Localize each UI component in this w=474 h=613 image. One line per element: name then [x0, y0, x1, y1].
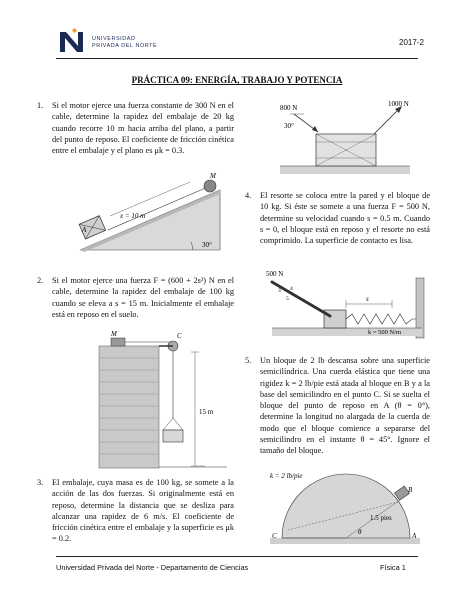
- university-name: UNIVERSIDAD PRIVADA DEL NORTE: [92, 36, 158, 49]
- fig2-motor-label: M: [111, 330, 117, 338]
- footer-left: Universidad Privada del Norte - Departamento de Ciencias: [56, 563, 249, 572]
- page-title: PRÁCTICA 09: ENERGÍA, TRABAJO Y POTENCIA: [131, 75, 343, 85]
- problem-3-number: 3.: [37, 478, 44, 487]
- fig2-pulley-label: C: [177, 332, 182, 340]
- header-rule: [56, 58, 418, 59]
- fig1-point-label: A: [82, 226, 87, 234]
- problem-4-number: 4.: [245, 191, 252, 200]
- university-logo: [56, 28, 92, 54]
- fig3-force-right-label: 1000 N: [388, 100, 409, 108]
- fig1-angle-label: 30°: [202, 241, 212, 249]
- fig5-stiffness-label: k = 2 lb/pie: [270, 472, 303, 480]
- fig3-force-left-label: 800 N: [280, 104, 298, 112]
- problem-1-text: Si el motor ejerce una fuerza constante de 300 N en el cable, determine la rapidez del embalaje de 20 kg cuando recorre 10 m hacia arriba del plano, a partir del punto de reposo. El coeficiente de fricción cinética entre el embalaje y el plano es μk = 0.3.: [52, 101, 234, 156]
- figure-3-crate: [270, 100, 420, 180]
- fig4-force-label: 500 N: [266, 270, 284, 278]
- fig5-left-label: C: [272, 532, 277, 540]
- term-label: 2017-2: [399, 38, 424, 47]
- fig4-spring-label: k = 500 N/m: [368, 329, 402, 336]
- footer-right: Física 1: [380, 563, 406, 572]
- fig1-motor-label: M: [210, 172, 216, 180]
- problem-4-text: El resorte se coloca entre la pared y el bloque de 10 kg. Si éste se somete a una fuerza F = 500 N, determine su velocidad cuando s = 0.5 m. Cuando s = 0, el bloque está en reposo y el resorte no está comprimido. La superficie de contacto es lisa.: [260, 191, 430, 246]
- fig4-distance-label: s: [366, 295, 369, 303]
- problem-5-text: Un bloque de 2 lb descansa sobre una superficie semicilíndrica. Una cuerda elástica que tiene una rigidez k = 2 lb/pie está atada al bloque en B y a la base del semicilindro en el punto C. Si se suelta el bloque del punto de reposo en A (θ = 0°), determine la longitud no alargada de la cuerda de modo que el bloque comience a separarse del semicilindro en el instante θ = 45°. Ignore el tamaño del bloque.: [260, 356, 430, 456]
- fig5-radius-label: 1.5 pies: [370, 514, 392, 522]
- fig4-ratio-c: 5: [286, 296, 289, 302]
- problem-1-number: 1.: [37, 101, 44, 110]
- fig4-ratio-b: 4: [290, 286, 293, 292]
- fig1-distance-label: x = 10 m: [120, 212, 146, 220]
- figure-4-spring: [258, 268, 428, 340]
- problem-2-number: 2.: [37, 276, 44, 285]
- problem-5-number: 5.: [245, 356, 252, 365]
- fig5-right-label: A: [412, 532, 417, 540]
- fig5-block-label: B: [408, 486, 413, 494]
- figure-1-incline: [70, 172, 240, 262]
- fig3-angle-label: 30°: [284, 122, 294, 130]
- problem-2-text: Si el motor ejerce una fuerza F = (600 + 2s²) N en el cable, determine la rapidez del embalaje de 100 kg cuando se eleva a s = 15 m. Inicialmente el embalaje está en reposo en el suelo.: [52, 276, 234, 319]
- fig5-angle-label: θ: [358, 528, 362, 536]
- fig4-ratio-a: 3: [278, 288, 281, 294]
- figure-5-semicylinder: [262, 468, 428, 548]
- fig2-height-label: 15 m: [199, 408, 214, 416]
- figure-2-tower: [95, 330, 235, 470]
- footer-rule: [56, 556, 418, 557]
- problem-3-text: El embalaje, cuya masa es de 100 kg, se somete a la acción de las dos fuerzas. Si originalmente está en reposo, determine la distancia que se desliza para alcanzar una rapidez de 6 m/s. El coeficiente de fricción cinética entre el embalaje y la superficie es μk = 0.2.: [52, 478, 234, 544]
